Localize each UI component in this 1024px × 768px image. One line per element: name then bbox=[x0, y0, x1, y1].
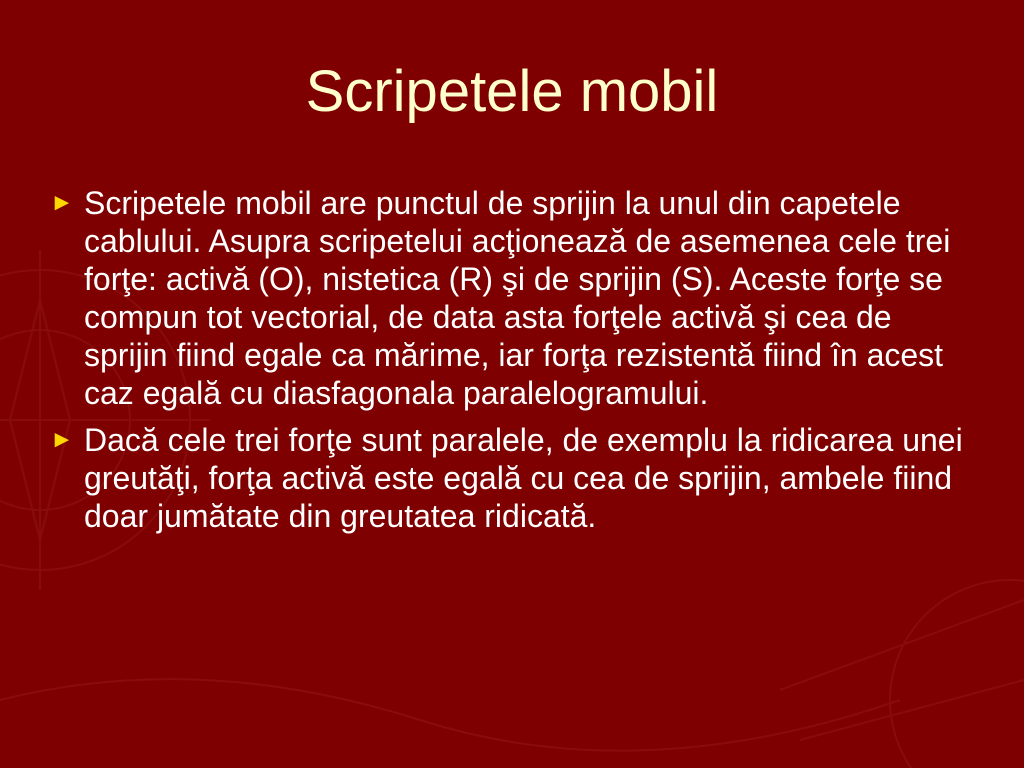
bullet-item bbox=[44, 184, 974, 412]
bullet-arrow-icon: ► bbox=[50, 426, 74, 453]
bullet-arrow-icon: ► bbox=[50, 189, 74, 216]
slide-title: Scripetele mobil bbox=[305, 59, 719, 124]
bullet-text: Scripetele mobil are punctul de sprijin la unul din capetele cablului. Asupra scripetelui acţionează de asemenea cele trei forţe: activă (O), nistetica (R) şi de sprijin (S). Aceste forţe se compun tot vectorial, de data asta forţele activă şi cea de sprijin fiind egale ca mărime, iar forţa rezistentă fiind în acest caz egală cu diasfagonala paralelogramului. bbox=[84, 185, 951, 411]
bullet-list bbox=[44, 184, 974, 544]
bullet-item bbox=[44, 421, 974, 535]
bullet-text: Dacă cele trei forţe sunt paralele, de exemplu la ridicarea unei greutăţi, forţa activă este egală cu cea de sprijin, ambele fiind doar jumătate din greutatea ridicată. bbox=[84, 422, 963, 534]
